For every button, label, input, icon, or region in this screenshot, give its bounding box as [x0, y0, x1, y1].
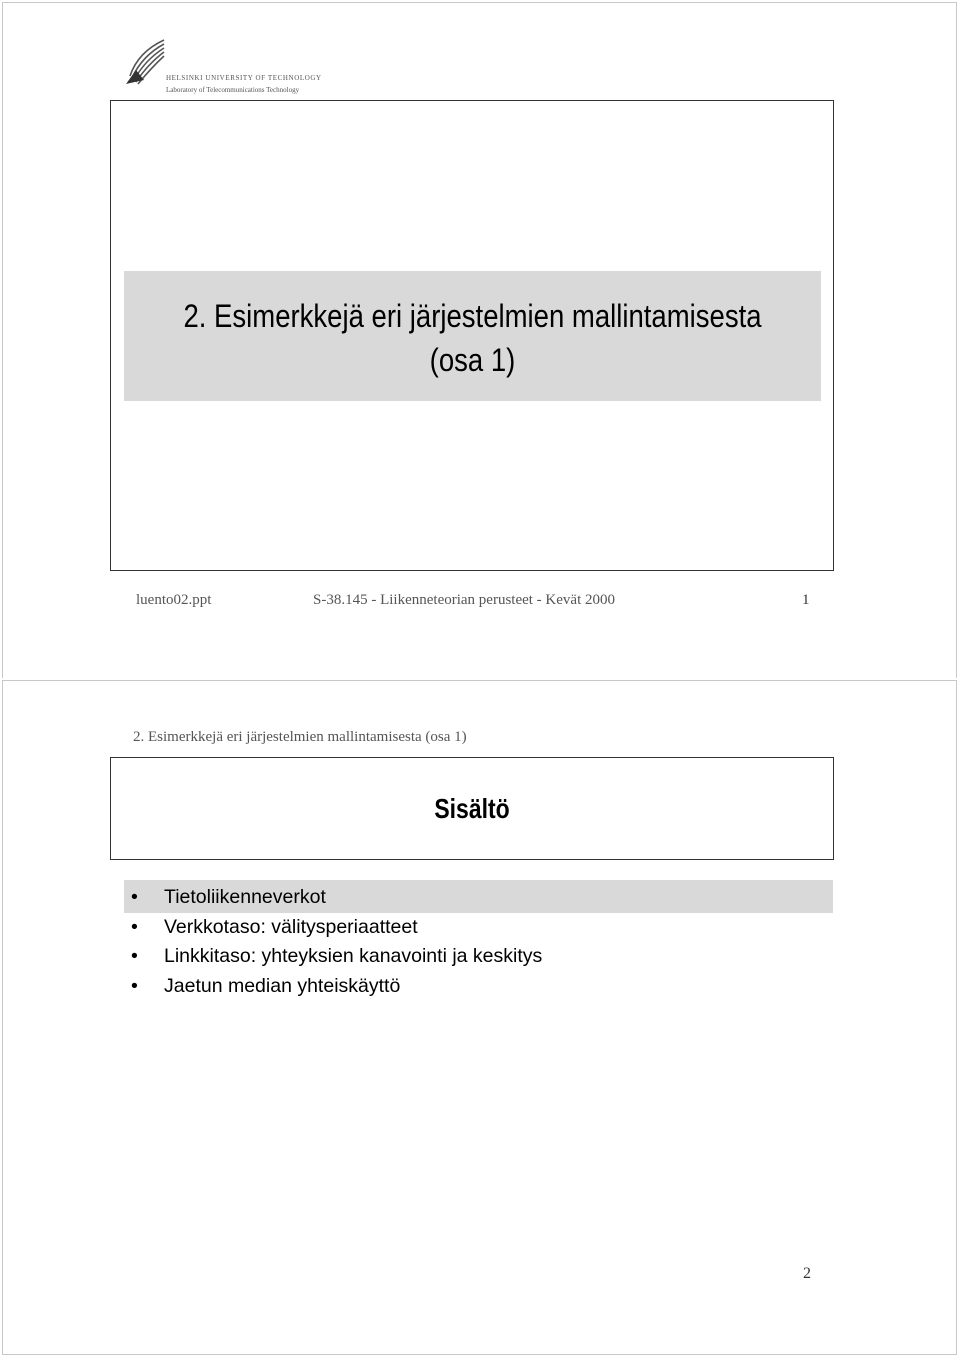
bullet-text: Tietoliikenneverkot: [164, 886, 326, 908]
footer-course-name: S-38.145 - Liikenneteorian perusteet - Kevät 2000: [313, 592, 615, 608]
slide-2-header: 2. Esimerkkejä eri järjestelmien mallintamisesta (osa 1): [133, 729, 467, 745]
bullet-dot-icon: •: [131, 916, 138, 938]
bullet-dot-icon: •: [131, 945, 138, 967]
page-number-1: 1: [802, 592, 810, 608]
logo-university-name: HELSINKI UNIVERSITY OF TECHNOLOGY: [166, 74, 322, 82]
page-number-2: 2: [803, 1265, 811, 1282]
slide-2-title: Sisältö: [434, 793, 510, 824]
logo-laboratory-name: Laboratory of Telecommunications Technology: [166, 86, 300, 94]
footer-filename: luento02.ppt: [136, 592, 212, 608]
bullet-item: [131, 912, 418, 942]
bullet-item: [131, 882, 326, 912]
bullet-text: Jaetun median yhteiskäyttö: [164, 975, 401, 997]
slide-1-title-line-1: 2. Esimerkkejä eri järjestelmien mallintamisesta: [183, 298, 762, 334]
bullet-text: Linkkitaso: yhteyksien kanavointi ja keskitys: [164, 945, 543, 967]
bullet-item: [131, 971, 400, 1001]
bullet-item: [131, 941, 542, 971]
bullet-text: Verkkotaso: välitysperiaatteet: [164, 916, 418, 938]
bullet-dot-icon: •: [131, 886, 138, 908]
slide-1-title-line-2: (osa 1): [429, 342, 516, 378]
bullet-dot-icon: •: [131, 975, 138, 997]
